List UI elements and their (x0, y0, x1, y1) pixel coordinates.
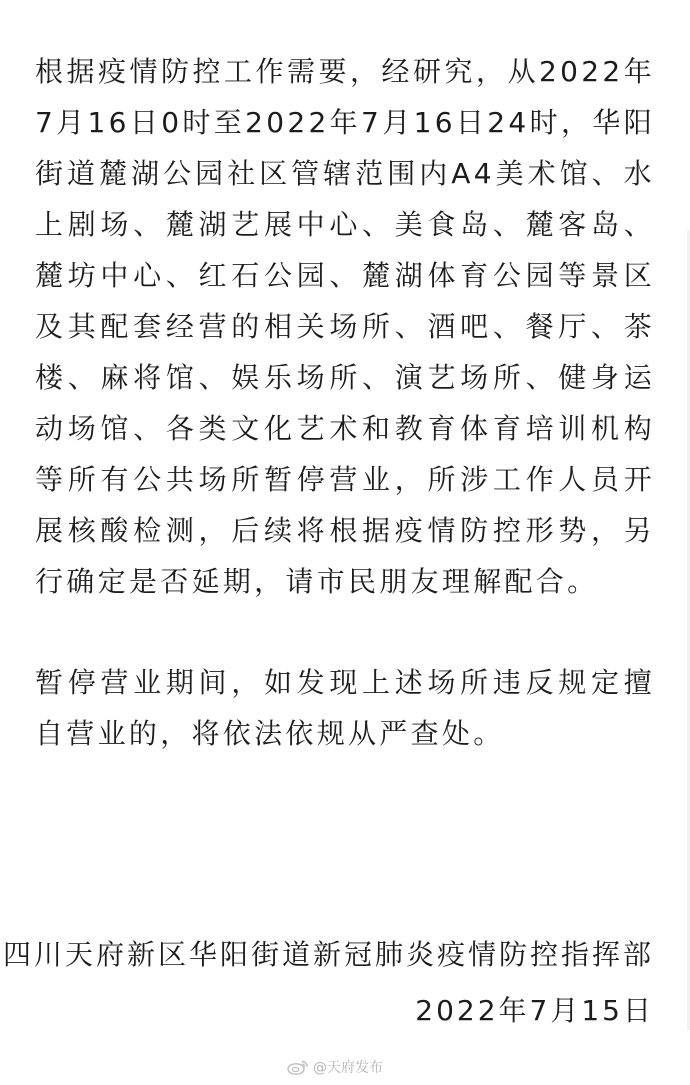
watermark-text: @天府发布 (313, 1060, 383, 1076)
issuer-signature: 四川天府新区华阳街道新冠肺炎疫情防控指挥部 (2, 938, 654, 971)
notice-paragraph-1: 根据疫情防控工作需要，经研究，从2022年7月16日0时至2022年7月16日24时，华阳街道麓湖公园社区管辖范围内A4美术馆、水上剧场、麓湖艺展中心、美食岛、麓客岛、麓坊中心、红石公园、麓湖体育公园等景区及其配套经营的相关场所、酒吧、餐厅、茶楼、麻将馆、娱乐场所、演艺场所、健身运动场馆、各类文化艺术和教育体育培训机构等所有公共场所暂停营业，所涉工作人员开展核酸检测，后续将根据疫情防控形势，另行确定是否延期，请市民朋友理解配合。 (35, 55, 655, 598)
notice-paragraph-2: 暂停营业期间，如发现上述场所违反规定擅自营业的，将依法依规从严查处。 (35, 666, 655, 750)
notice-body (35, 46, 655, 759)
issue-date: 2022年7月15日 (415, 994, 654, 1027)
weibo-watermark (287, 1057, 383, 1077)
weibo-icon (287, 1059, 309, 1075)
